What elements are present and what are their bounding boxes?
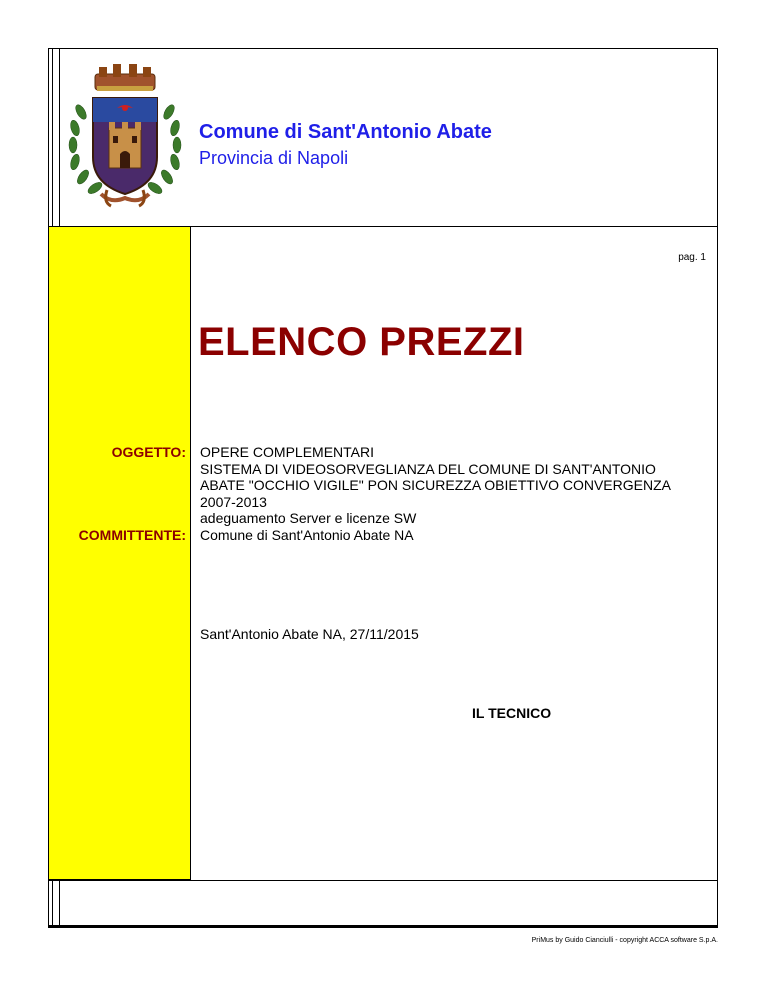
footer-divider	[48, 880, 718, 881]
coat-of-arms-icon	[65, 62, 185, 210]
province-name: Provincia di Napoli	[199, 148, 349, 168]
oggetto-line: ABATE "OCCHIO VIGILE" PON SICUREZZA OBIETTIVO CONVERGENZA	[200, 477, 671, 493]
oggetto-label: OGGETTO:	[111, 444, 186, 460]
municipality-name: Comune di Sant'Antonio Abate	[199, 121, 492, 143]
header-divider	[48, 226, 718, 227]
frame-bottom-rule	[48, 925, 718, 928]
oggetto-text	[200, 444, 705, 527]
oggetto-line: OPERE COMPLEMENTARI	[200, 444, 374, 460]
oggetto-line: 2007-2013	[200, 493, 267, 510]
oggetto-line: SISTEMA DI VIDEOSORVEGLIANZA DEL COMUNE DI SANT'ANTONIO	[200, 460, 656, 477]
document-title: ELENCO PREZZI	[198, 320, 525, 364]
oggetto-line: adeguamento Server e licenze SW	[200, 510, 417, 526]
tecnico-signature-label: IL TECNICO	[472, 705, 552, 721]
label-column	[49, 226, 191, 880]
committente-value: Comune di Sant'Antonio Abate NA	[200, 527, 414, 543]
place-and-date: Sant'Antonio Abate NA, 27/11/2015	[200, 626, 419, 642]
committente-label: COMMITTENTE:	[78, 527, 186, 543]
software-footer: PriMus by Guido Cianciulli - copyright ACCA software S.p.A.	[531, 937, 718, 944]
page-number: pag. 1	[678, 252, 706, 263]
